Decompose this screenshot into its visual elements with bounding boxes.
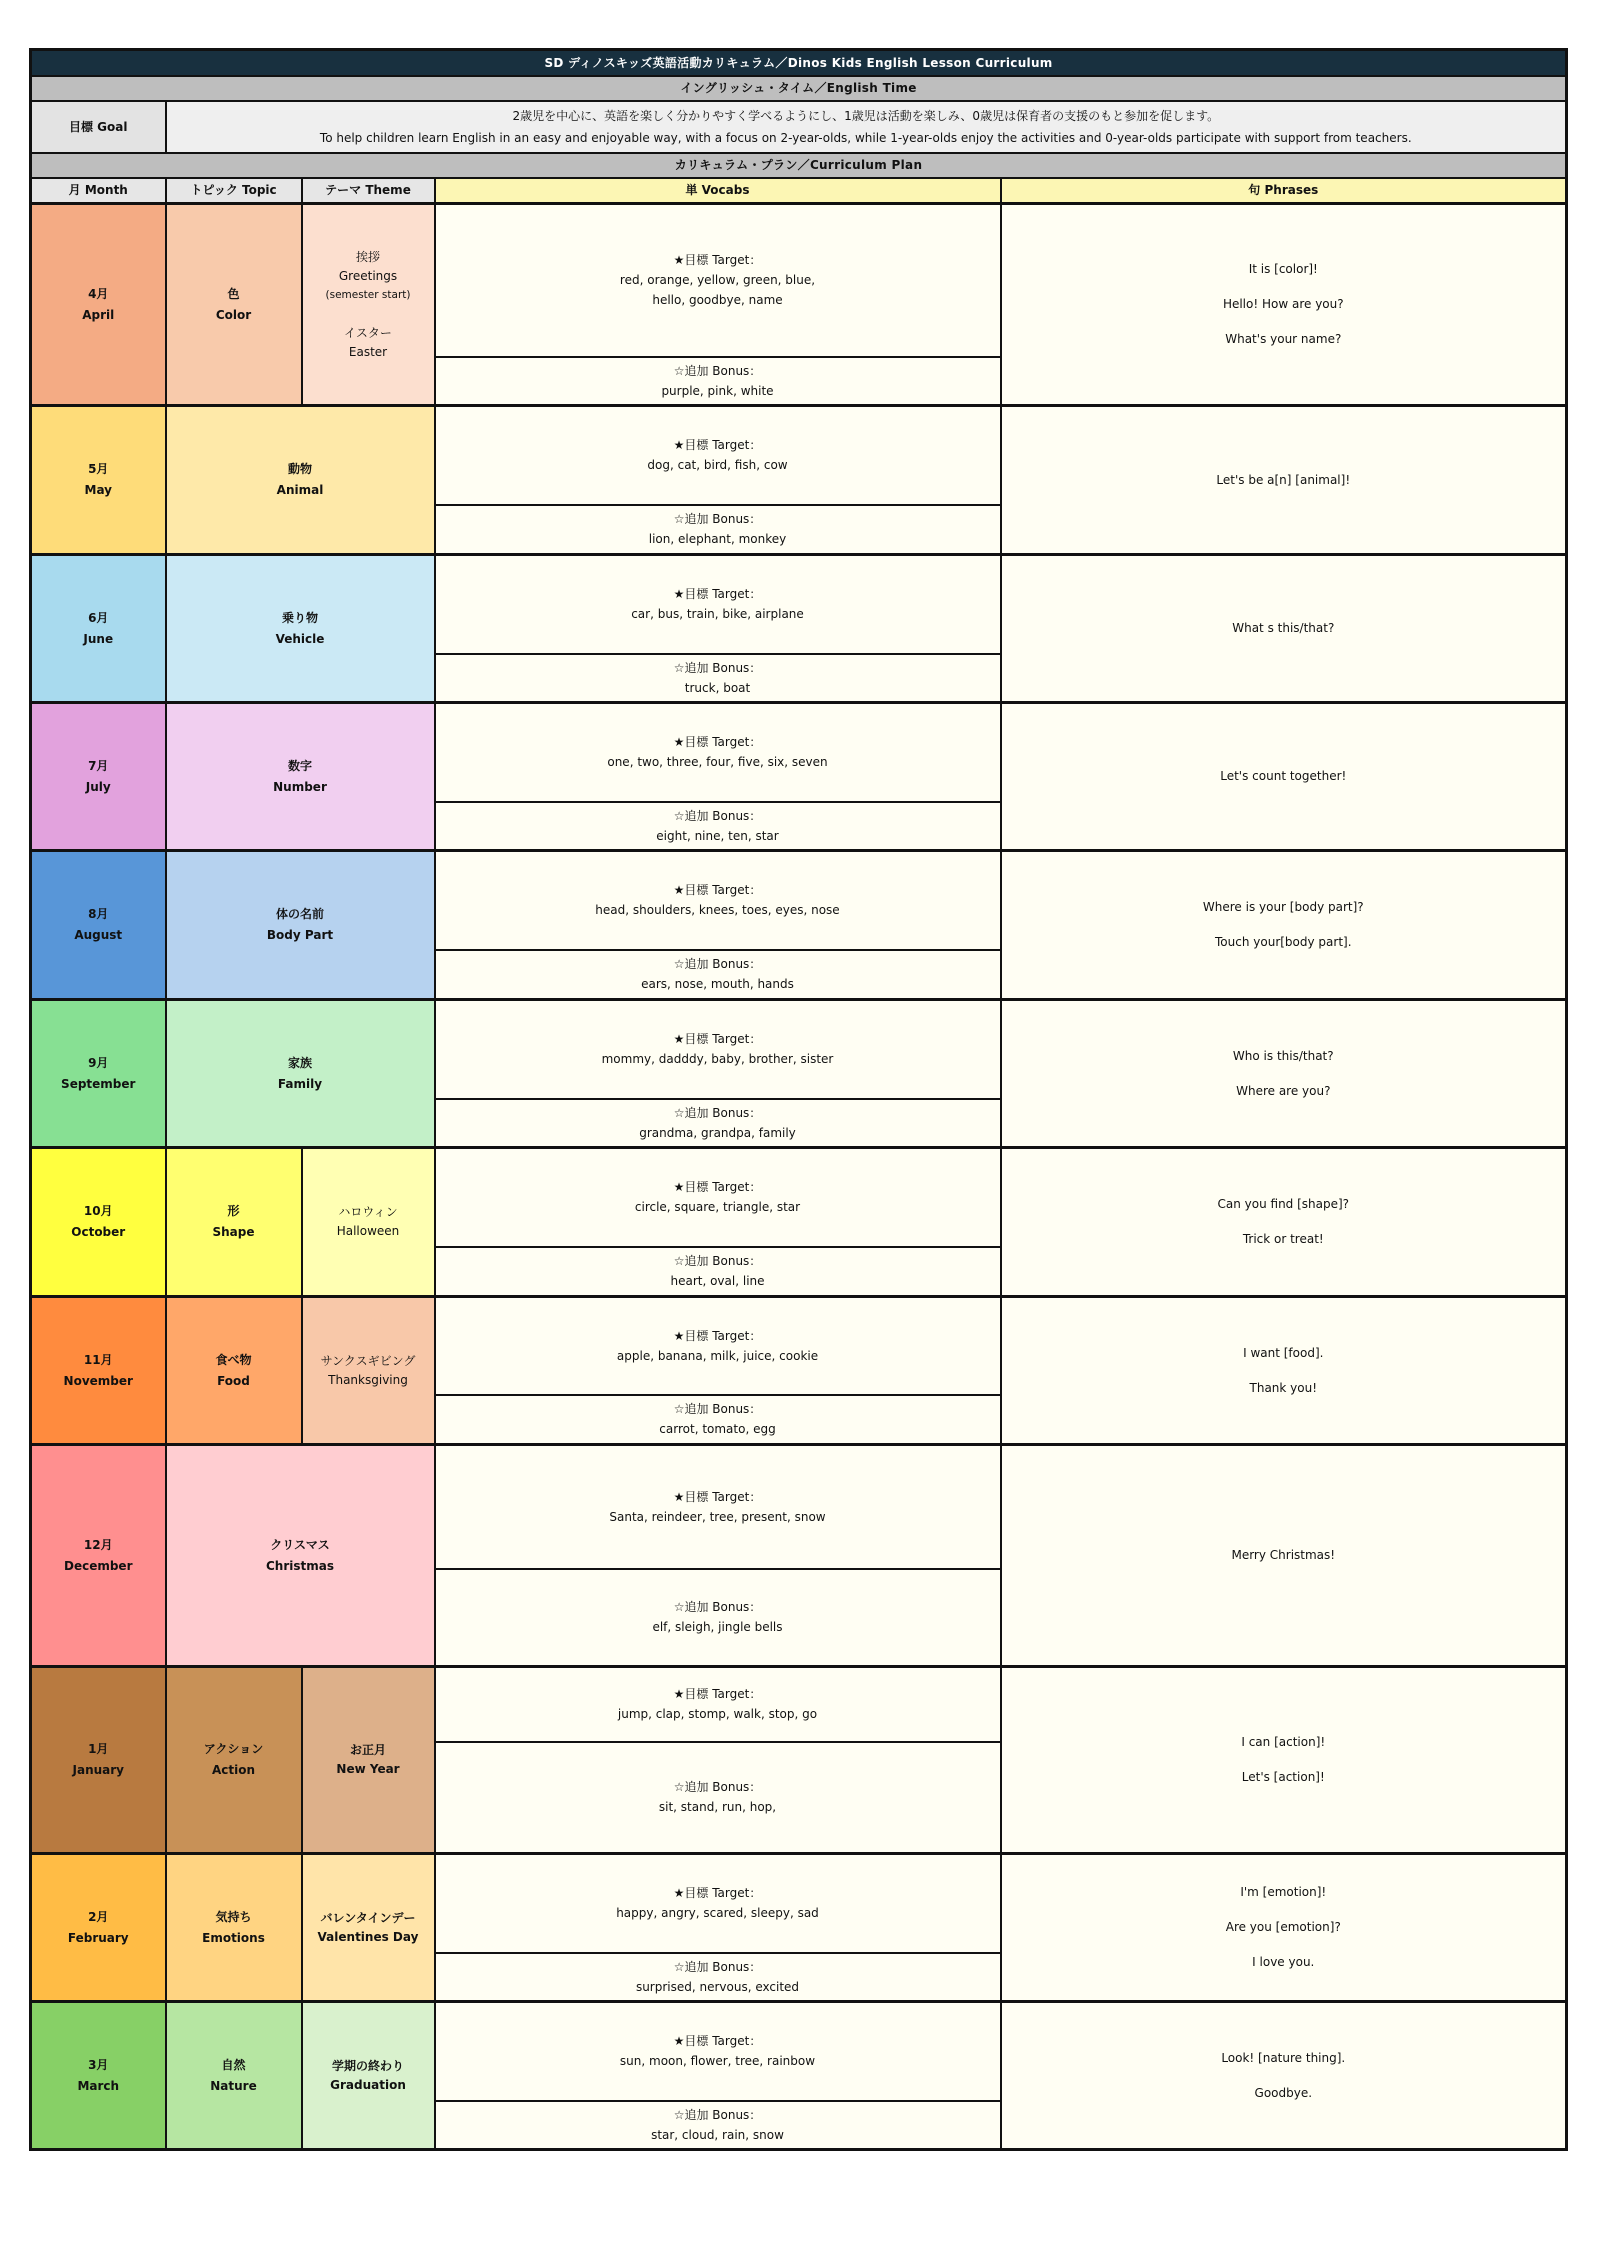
topic-cell — [166, 204, 302, 406]
month-label-ja: 4月 — [88, 286, 109, 301]
month-label-ja: 2月 — [88, 1909, 109, 1924]
column-header-vocabs: 単 Vocabs — [435, 178, 1001, 204]
target-words: jump, clap, stomp, walk, stop, go — [617, 1707, 818, 1722]
vocab-target-cell — [435, 1000, 1001, 1099]
target-words: mommy, dadddy, baby, brother, sister — [601, 1052, 834, 1067]
phrase-line: Goodbye. — [1254, 2085, 1313, 2100]
month-cell — [31, 1445, 166, 1667]
month-label-ja: 3月 — [88, 2057, 109, 2072]
vocab-target-cell — [435, 204, 1001, 357]
theme-cell — [302, 1148, 435, 1297]
month-label-en: February — [67, 1930, 129, 1945]
vocab-target-cell — [435, 1297, 1001, 1395]
phrase-line: I want [food]. — [1243, 1345, 1324, 1360]
month-label-en: November — [63, 1373, 133, 1388]
topic-cell — [166, 555, 435, 703]
column-header-phrases: 句 Phrases — [1001, 178, 1567, 204]
month-row-december — [31, 1445, 1567, 1569]
curriculum-table — [29, 48, 1568, 2151]
target-label: ★目標 Target： — [673, 1886, 762, 1901]
bonus-words: star, cloud, rain, snow — [651, 2127, 784, 2142]
phrase-line: Are you [emotion]? — [1225, 1920, 1341, 1934]
month-cell — [31, 406, 166, 555]
vocab-target-cell — [435, 406, 1001, 505]
target-label: ★目標 Target： — [673, 1687, 762, 1702]
vocab-target-cell — [435, 2002, 1001, 2101]
theme-label-en: Greetings — [338, 268, 398, 283]
bonus-words: purple, pink, white — [661, 383, 774, 398]
topic-cell — [166, 1445, 435, 1667]
topic-label-en: Animal — [276, 483, 324, 497]
bonus-label: ☆追加 Bonus： — [673, 957, 762, 972]
theme-label-en: Thanksgiving — [328, 1372, 408, 1387]
bonus-words: grandma, grandpa, family — [639, 1125, 796, 1140]
phrase-line: Look! [nature thing]. — [1221, 2050, 1346, 2065]
phrases-cell — [1001, 1148, 1567, 1297]
month-label-ja: 10月 — [83, 1204, 113, 1218]
phrase-line: Let's be a[n] [animal]! — [1216, 472, 1351, 487]
target-words: one, two, three, four, five, six, seven — [607, 755, 828, 770]
bonus-words: carrot, tomato, egg — [659, 1422, 776, 1437]
vocab-bonus-cell — [435, 802, 1001, 851]
phrase-line: Who is this/that? — [1232, 1048, 1334, 1063]
month-row-august — [31, 851, 1567, 950]
month-cell — [31, 1297, 166, 1445]
vocab-target-cell — [435, 851, 1001, 950]
month-label-en: May — [84, 483, 112, 497]
bonus-words: truck, boat — [684, 680, 751, 695]
topic-label-en: Emotions — [202, 1930, 265, 1945]
month-label-ja: 1月 — [88, 1742, 109, 1756]
topic-label-en: Food — [217, 1373, 250, 1388]
topic-label-en: Nature — [210, 2078, 257, 2093]
phrases-cell — [1001, 1297, 1567, 1445]
month-label-ja: 5月 — [88, 462, 109, 476]
vocab-bonus-cell — [435, 950, 1001, 1000]
title-row — [31, 50, 1567, 76]
topic-cell — [166, 1148, 302, 1297]
month-label-en: June — [83, 631, 114, 646]
theme-label-ja: サンクスギビング — [320, 1353, 416, 1368]
target-label: ★目標 Target： — [673, 1180, 762, 1195]
month-cell — [31, 204, 166, 406]
month-row-may — [31, 406, 1567, 505]
bonus-label: ☆追加 Bonus： — [673, 1402, 762, 1417]
phrase-line: I love you. — [1252, 1955, 1315, 1969]
month-label-ja: 6月 — [88, 610, 109, 625]
topic-cell — [166, 1854, 302, 2002]
phrase-line: Hello! How are you? — [1222, 297, 1344, 311]
column-header-theme: テーマ Theme — [302, 178, 435, 204]
month-cell — [31, 2002, 166, 2150]
topic-label-ja: 色 — [227, 286, 240, 301]
section-heading: イングリッシュ・タイム／English Time — [31, 76, 1567, 101]
target-words: dog, cat, bird, fish, cow — [647, 458, 788, 473]
target-words: red, orange, yellow, green, blue, — [619, 273, 816, 288]
topic-cell — [166, 406, 435, 555]
topic-label-ja: 体の名前 — [275, 907, 324, 921]
theme-label-ja: 学期の終わり — [331, 2058, 404, 2073]
theme-cell — [302, 1297, 435, 1445]
bonus-label: ☆追加 Bonus： — [673, 660, 762, 675]
phrases-cell — [1001, 2002, 1567, 2150]
topic-label-ja: 乗り物 — [281, 610, 318, 625]
phrase-line: Where are you? — [1236, 1083, 1331, 1098]
document-title: SD ディノスキッズ英語活動カリキュラム／Dinos Kids English Lesson Curriculum — [31, 50, 1567, 76]
month-label-en: March — [77, 2078, 120, 2093]
bonus-words: lion, elephant, monkey — [648, 532, 787, 547]
column-header-topic: トピック Topic — [166, 178, 302, 204]
vocab-bonus-cell — [435, 1953, 1001, 2002]
section-row — [31, 76, 1567, 101]
theme-label-en: New Year — [336, 1762, 400, 1776]
target-label: ★目標 Target： — [673, 1328, 762, 1343]
bonus-words: heart, oval, line — [670, 1274, 765, 1289]
topic-label-en: Color — [215, 307, 252, 322]
topic-label-ja: 気持ち — [215, 1909, 252, 1924]
theme-label-en-2: Easter — [348, 344, 388, 359]
phrase-line: Trick or treat! — [1242, 1232, 1324, 1246]
plan-heading: カリキュラム・プラン／Curriculum Plan — [31, 153, 1567, 178]
phrase-line: Touch your[body part]. — [1215, 935, 1352, 949]
target-words: sun, moon, flower, tree, rainbow — [619, 2054, 816, 2069]
topic-label-ja: アクション — [203, 1742, 264, 1756]
vocab-bonus-cell — [435, 1395, 1001, 1445]
month-label-en: December — [63, 1558, 133, 1573]
topic-cell — [166, 2002, 302, 2150]
month-label-ja: 7月 — [88, 758, 109, 773]
topic-cell — [166, 703, 435, 851]
month-label-ja: 9月 — [88, 1055, 109, 1070]
vocab-target-cell — [435, 703, 1001, 802]
bonus-label: ☆追加 Bonus： — [673, 808, 762, 823]
target-words: circle, square, triangle, star — [634, 1200, 801, 1215]
vocab-bonus-cell — [435, 1569, 1001, 1667]
phrase-line: Let's count together! — [1220, 769, 1347, 783]
month-row-november — [31, 1297, 1567, 1395]
month-label-en: October — [71, 1225, 126, 1239]
bonus-words: sit, stand, run, hop, — [658, 1800, 777, 1815]
phrase-line: Thank you! — [1249, 1380, 1318, 1395]
phrase-line: Where is your [body part]? — [1202, 900, 1364, 914]
topic-label-ja: 数字 — [287, 758, 312, 773]
goal-text-cell — [166, 101, 1567, 153]
bonus-label: ☆追加 Bonus： — [673, 1105, 762, 1120]
month-label-ja: 11月 — [83, 1352, 113, 1367]
month-cell — [31, 851, 166, 1000]
topic-label-en: Action — [211, 1763, 256, 1777]
theme-label-ja: 挨拶 — [355, 249, 380, 264]
target-label: ★目標 Target： — [673, 1032, 762, 1047]
goal-row — [31, 101, 1567, 153]
target-label: ★目標 Target： — [673, 438, 762, 453]
theme-label-en: Valentines Day — [317, 1929, 419, 1944]
bonus-label: ☆追加 Bonus： — [673, 512, 762, 527]
month-row-january — [31, 1667, 1567, 1742]
topic-label-ja: 家族 — [287, 1055, 312, 1070]
vocab-bonus-cell — [435, 357, 1001, 406]
phrases-cell — [1001, 204, 1567, 406]
theme-label-en: Halloween — [336, 1224, 400, 1238]
month-row-march — [31, 2002, 1567, 2101]
phrase-line: I'm [emotion]! — [1240, 1885, 1327, 1899]
month-label-en: September — [61, 1076, 136, 1091]
plan-row — [31, 153, 1567, 178]
vocab-target-cell — [435, 1148, 1001, 1247]
theme-label-ja: ハロウィン — [338, 1205, 398, 1219]
bonus-label: ☆追加 Bonus： — [673, 1780, 762, 1795]
month-cell — [31, 1148, 166, 1297]
phrases-cell — [1001, 1854, 1567, 2002]
month-label-ja: 8月 — [88, 907, 109, 921]
phrase-line: I can [action]! — [1241, 1735, 1326, 1749]
month-label-en: April — [82, 307, 115, 322]
theme-note: (semester start) — [325, 288, 411, 301]
target-words: Santa, reindeer, tree, present, snow — [609, 1509, 826, 1524]
vocab-target-cell — [435, 1667, 1001, 1742]
vocab-target-cell — [435, 1854, 1001, 1953]
target-words: car, bus, train, bike, airplane — [631, 607, 804, 622]
bonus-label: ☆追加 Bonus： — [673, 1600, 762, 1615]
topic-label-ja: 自然 — [221, 2057, 246, 2072]
goal-label: 目標 Goal — [31, 101, 166, 153]
topic-label-ja: 食べ物 — [215, 1352, 252, 1367]
phrases-cell — [1001, 1000, 1567, 1148]
topic-cell — [166, 1667, 302, 1854]
phrase-line: What's your name? — [1225, 332, 1342, 346]
month-row-april — [31, 204, 1567, 357]
topic-label-en: Body Part — [266, 928, 334, 942]
vocab-bonus-cell — [435, 654, 1001, 703]
month-row-july — [31, 703, 1567, 802]
topic-label-en: Vehicle — [275, 631, 325, 646]
month-row-october — [31, 1148, 1567, 1247]
target-words: head, shoulders, knees, toes, eyes, nose — [595, 903, 840, 918]
phrase-line: Let's [action]! — [1241, 1770, 1325, 1784]
theme-spacer — [306, 305, 431, 324]
theme-label-en: Graduation — [330, 2077, 406, 2092]
target-label: ★目標 Target： — [673, 587, 762, 602]
topic-cell — [166, 851, 435, 1000]
month-cell — [31, 1000, 166, 1148]
vocab-bonus-cell — [435, 1247, 1001, 1297]
theme-label-ja-2: イスター — [344, 325, 392, 340]
bonus-label: ☆追加 Bonus： — [673, 1959, 762, 1974]
bonus-label: ☆追加 Bonus： — [673, 363, 762, 378]
target-words: apple, banana, milk, juice, cookie — [616, 1348, 819, 1363]
target-label: ★目標 Target： — [673, 1489, 762, 1504]
month-cell — [31, 555, 166, 703]
goal-text-en: To help children learn English in an easy and enjoyable way, with a focus on 2-year-olds, while 1-year-olds enjoy the activities and 0-year-olds participate with support from teachers. — [319, 130, 1412, 145]
theme-cell — [302, 1854, 435, 2002]
bonus-words: surprised, nervous, excited — [635, 1979, 800, 1994]
bonus-words: ears, nose, mouth, hands — [641, 977, 794, 992]
vocab-target-cell — [435, 555, 1001, 654]
month-label-ja: 12月 — [83, 1537, 113, 1552]
topic-label-en: Family — [277, 1076, 323, 1091]
bonus-words: elf, sleigh, jingle bells — [652, 1620, 783, 1635]
month-label-en: July — [85, 779, 111, 794]
phrase-line: Merry Christmas! — [1231, 1548, 1336, 1562]
theme-label-ja: バレンタインデー — [320, 1910, 416, 1925]
target-words: happy, angry, scared, sleepy, sad — [616, 1906, 819, 1921]
vocab-bonus-cell — [435, 505, 1001, 555]
bonus-label: ☆追加 Bonus： — [673, 2107, 762, 2122]
goal-text-ja: 2歳児を中心に、英語を楽しく分かりやすく学べるようにし、1歳児は活動を楽しみ、0歳児は保育者の支援のもと参加を促します。 — [512, 108, 1220, 123]
topic-label-ja: 動物 — [287, 462, 312, 476]
target-label: ★目標 Target： — [673, 883, 762, 898]
topic-label-ja: クリスマス — [270, 1537, 330, 1552]
month-cell — [31, 1667, 166, 1854]
phrases-cell — [1001, 555, 1567, 703]
phrase-line: It is [color]! — [1248, 262, 1318, 276]
topic-label-en: Shape — [212, 1225, 255, 1239]
topic-cell — [166, 1000, 435, 1148]
theme-cell — [302, 2002, 435, 2150]
column-header-month: 月 Month — [31, 178, 166, 204]
theme-label-ja: お正月 — [349, 1743, 386, 1757]
phrases-cell — [1001, 703, 1567, 851]
month-label-en: January — [72, 1763, 124, 1777]
phrases-cell — [1001, 406, 1567, 555]
month-label-en: August — [74, 928, 123, 942]
vocab-target-cell — [435, 1445, 1001, 1569]
phrase-line: Can you find [shape]? — [1217, 1197, 1350, 1211]
month-row-september — [31, 1000, 1567, 1099]
column-header-row — [31, 178, 1567, 204]
phrase-line: What s this/that? — [1232, 621, 1335, 635]
target-words: hello, goodbye, name — [652, 293, 783, 308]
month-row-february — [31, 1854, 1567, 1953]
target-label: ★目標 Target： — [673, 735, 762, 750]
topic-label-en: Christmas — [265, 1558, 334, 1573]
topic-label-en: Number — [273, 779, 327, 794]
bonus-words: eight, nine, ten, star — [656, 828, 779, 843]
phrases-cell — [1001, 1667, 1567, 1854]
month-cell — [31, 703, 166, 851]
bonus-label: ☆追加 Bonus： — [673, 1254, 762, 1269]
vocab-bonus-cell — [435, 2101, 1001, 2150]
theme-cell — [302, 1667, 435, 1854]
topic-cell — [166, 1297, 302, 1445]
month-cell — [31, 1854, 166, 2002]
theme-cell — [302, 204, 435, 406]
vocab-bonus-cell — [435, 1742, 1001, 1854]
topic-label-ja: 形 — [227, 1204, 240, 1218]
target-label: ★目標 Target： — [673, 2034, 762, 2049]
phrases-cell — [1001, 1445, 1567, 1667]
target-label: ★目標 Target： — [673, 253, 762, 268]
month-row-june — [31, 555, 1567, 654]
vocab-bonus-cell — [435, 1099, 1001, 1148]
phrases-cell — [1001, 851, 1567, 1000]
